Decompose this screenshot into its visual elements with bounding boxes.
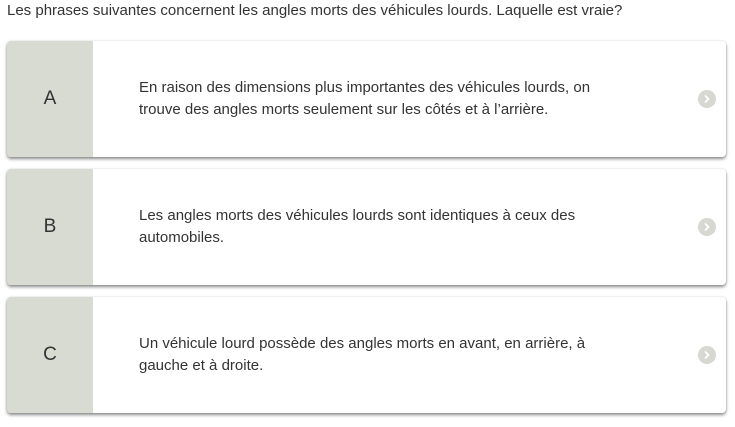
chevron-right-icon[interactable] xyxy=(698,218,716,236)
option-text-b: Les angles morts des véhicules lourds sont identiques à ceux des automobiles. xyxy=(139,207,576,246)
chevron-right-icon[interactable] xyxy=(698,90,716,108)
chevron-right-icon[interactable] xyxy=(698,346,716,364)
option-letter-b: B xyxy=(7,169,93,285)
option-text-a: En raison des dimensions plus importantes des véhicules lourds, on trouve des angles morts seulement sur les côtés et à l’arrière. xyxy=(139,79,591,118)
option-text-c: Un véhicule lourd possède des angles morts en avant, en arrière, à gauche et à droite. xyxy=(139,335,586,374)
answer-option-c[interactable] xyxy=(7,297,726,413)
answer-option-a[interactable] xyxy=(7,41,726,157)
answer-option-b[interactable] xyxy=(7,169,726,285)
option-letter-c: C xyxy=(7,297,93,413)
option-letter-a: A xyxy=(7,41,93,157)
question-text: Les phrases suivantes concernent les angles morts des véhicules lourds. Laquelle est vraie? xyxy=(7,2,623,19)
